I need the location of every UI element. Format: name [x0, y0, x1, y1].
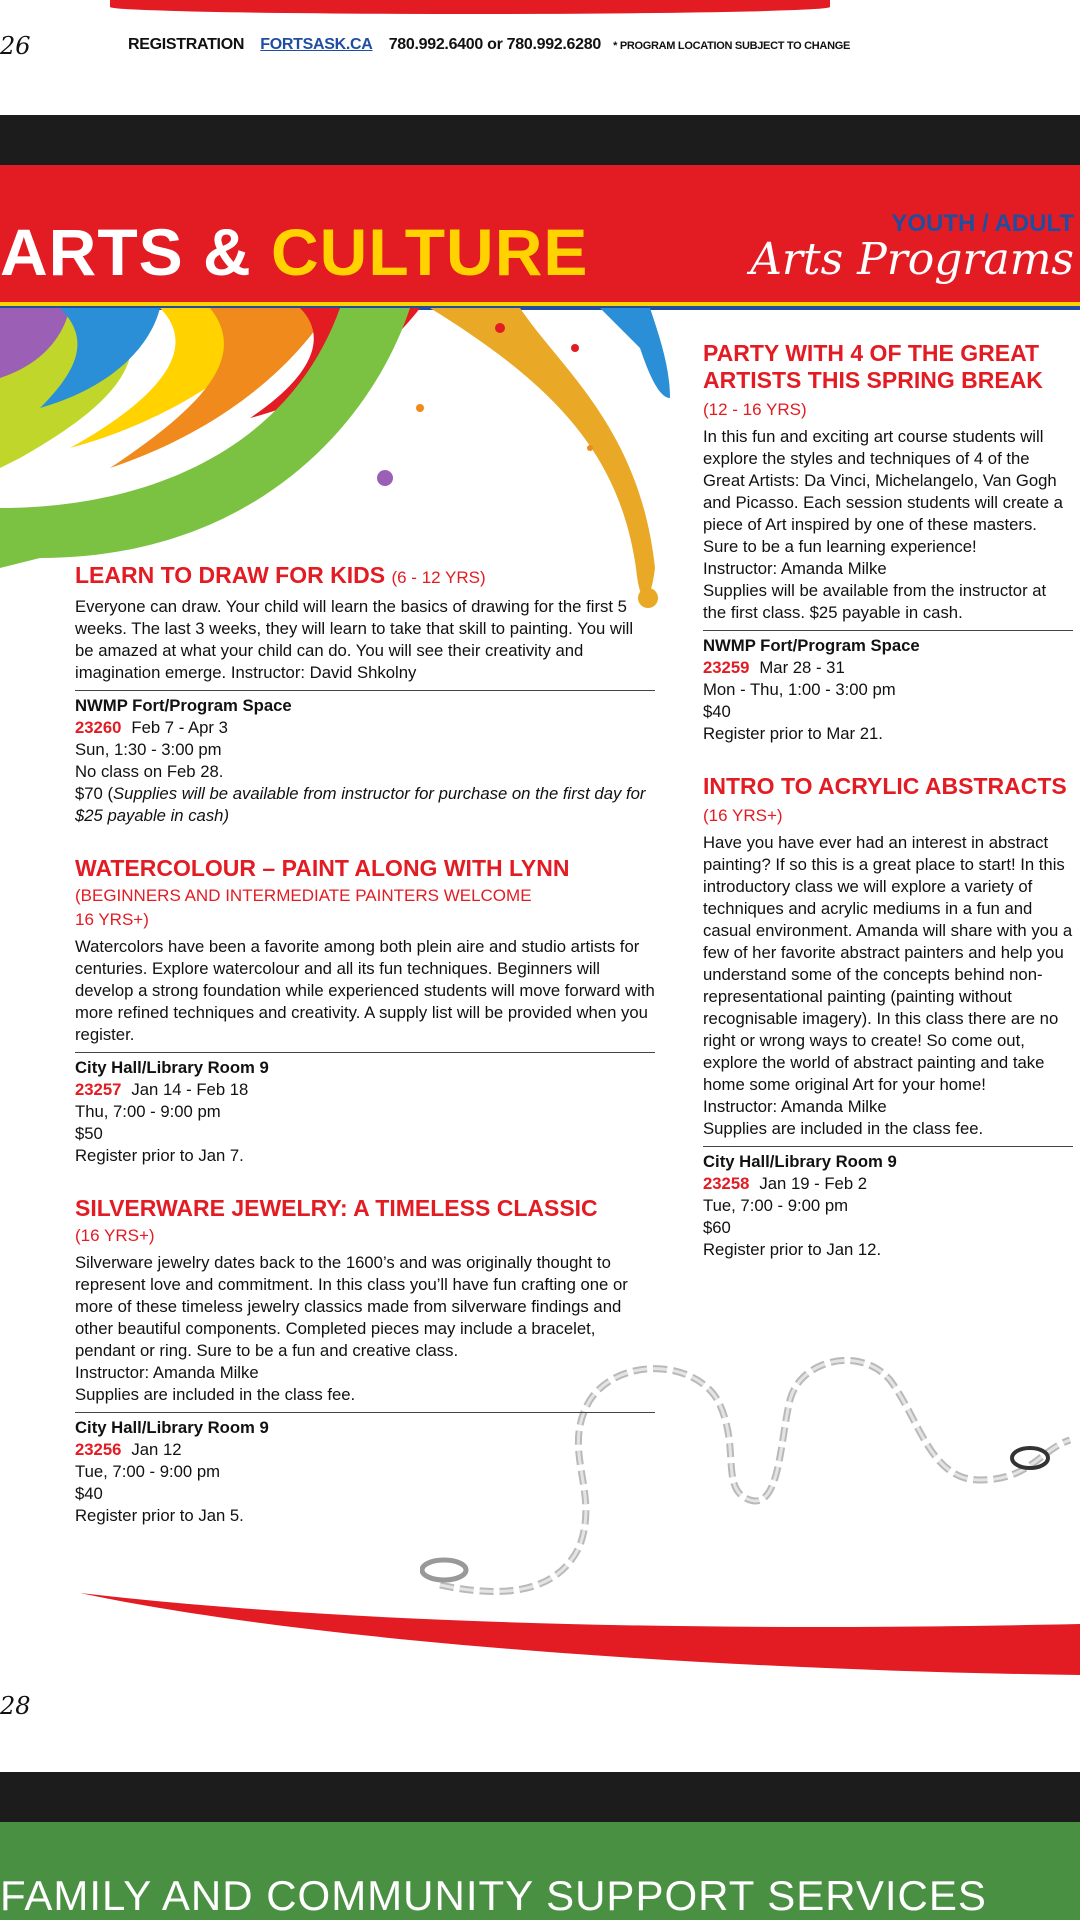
course-dates: Jan 12	[131, 1440, 182, 1459]
right-column	[703, 340, 1073, 1283]
course-price	[75, 783, 655, 827]
registration-bar	[128, 36, 850, 54]
left-column	[75, 562, 655, 1549]
course-dates: Mar 28 - 31	[759, 658, 845, 677]
course-description: Have you have ever had an interest in abstract painting? If so this is a great place to start! In this introductory class we will explore a variety of techniques and acrylic mediums in a fun and casual environment. Amanda will share with you a few of her favorite abstract painters and help you understand some of the concepts behind non-representational painting (painting without recognisable imagery). In this class there are no right or wrong ways to create! So come out, explore the world of abstract painting and take home some original Art for your home!	[703, 833, 1073, 1094]
divider	[703, 1146, 1073, 1147]
course-great-artists	[703, 340, 1073, 745]
page-number-top: 26	[0, 32, 31, 60]
section-title-part2: CULTURE	[271, 215, 589, 289]
course-silverware-jewelry	[75, 1195, 655, 1527]
course-price: $40	[75, 1484, 103, 1503]
page-gap-band-bottom	[0, 1772, 1080, 1822]
course-instructor: Instructor: Amanda Milke	[703, 559, 887, 578]
location-note: * PROGRAM LOCATION SUBJECT TO CHANGE	[613, 40, 851, 52]
course-register-deadline: Register prior to Jan 7.	[75, 1146, 244, 1165]
red-swoosh	[0, 1560, 1080, 1680]
course-title-text: LEARN TO DRAW FOR KIDS	[75, 562, 386, 588]
course-dates: Feb 7 - Apr 3	[131, 718, 228, 737]
course-supplies: Supplies will be available from the instructor at the first class. $25 payable in cash.	[703, 581, 1047, 622]
course-description: In this fun and exciting art course students will explore the styles and techniques of 4 of the Great Artists: Da Vinci, Michelangelo, Van Gogh and Picasso. Each session students will create a piece of Art inspired by one of these masters. Sure to be a fun learning experience!	[703, 427, 1063, 556]
registration-phones: 780.992.6400 or 780.992.6280	[388, 36, 601, 53]
page-number-bottom: 28	[0, 1692, 31, 1720]
course-watercolour	[75, 855, 655, 1167]
course-register-deadline: Register prior to Jan 12.	[703, 1240, 882, 1259]
course-code: 23257	[75, 1080, 122, 1099]
course-age: (12 - 16 YRS)	[703, 400, 807, 419]
course-title	[75, 562, 655, 590]
course-location: NWMP Fort/Program Space	[703, 636, 920, 655]
course-price: $60	[703, 1218, 731, 1237]
course-price: $40	[703, 702, 731, 721]
course-age-line1: (BEGINNERS AND INTERMEDIATE PAINTERS WELCOME	[75, 886, 532, 905]
divider	[75, 690, 655, 691]
course-location: NWMP Fort/Program Space	[75, 696, 292, 715]
course-instructor: Instructor: Amanda Milke	[703, 1097, 887, 1116]
course-supplies: Supplies are included in the class fee.	[75, 1385, 356, 1404]
course-supplies: Supplies are included in the class fee.	[703, 1119, 984, 1138]
course-time: Mon - Thu, 1:00 - 3:00 pm	[703, 680, 896, 699]
course-description: Everyone can draw. Your child will learn the basics of drawing for the first 5 weeks. The last 3 weeks, they will learn to take that skill to painting. You will be amazed at what your child can do. You will see their creativity and imagination emerge. Instructor: David Shkolny	[75, 597, 634, 682]
course-code: 23260	[75, 718, 122, 737]
course-age-line2: 16 YRS+)	[75, 910, 149, 929]
course-price: $50	[75, 1124, 103, 1143]
course-time: Tue, 7:00 - 9:00 pm	[703, 1196, 849, 1215]
course-title: WATERCOLOUR – PAINT ALONG WITH LYNN	[75, 855, 570, 881]
course-time: Tue, 7:00 - 9:00 pm	[75, 1462, 221, 1481]
header-script-title: Arts Programs	[750, 234, 1074, 285]
course-code: 23258	[703, 1174, 750, 1193]
divider	[75, 1052, 655, 1053]
course-title: PARTY WITH 4 OF THE GREAT ARTISTS THIS SPRING BREAK	[703, 340, 1043, 393]
section-title	[0, 214, 588, 290]
course-time: Sun, 1:30 - 3:00 pm	[75, 740, 222, 759]
course-location: City Hall/Library Room 9	[75, 1418, 269, 1437]
course-register-deadline: Register prior to Jan 5.	[75, 1506, 244, 1525]
course-age: (16 YRS+)	[703, 806, 783, 825]
course-note: No class on Feb 28.	[75, 762, 224, 781]
course-code: 23259	[703, 658, 750, 677]
course-title: SILVERWARE JEWELRY: A TIMELESS CLASSIC	[75, 1195, 598, 1221]
course-description: Watercolors have been a favorite among both plein aire and studio artists for centuries. Explore watercolour and all its fun techniques. Beginners will develop a strong foundation while experienced students will move forward with more refined techniques and creativity. A supply list will be provided when you register.	[75, 937, 655, 1044]
registration-link[interactable]: FORTSASK.CA	[260, 36, 373, 53]
divider	[75, 1412, 655, 1413]
registration-label: REGISTRATION	[128, 36, 245, 53]
course-dates: Jan 14 - Feb 18	[131, 1080, 249, 1099]
course-age: (6 - 12 YRS)	[391, 568, 486, 587]
course-acrylic-abstracts	[703, 773, 1073, 1261]
course-code-dates	[75, 1079, 655, 1101]
course-instructor: Instructor: Amanda Milke	[75, 1363, 259, 1382]
course-description: Silverware jewelry dates back to the 1600’s and was originally thought to represent love and commitment. In this class you’ll have fun crafting one or more of these timeless jewelry classics made from silverware findings and other beautiful components. Completed pieces may include a bracelet, pendant or ring. Sure to be a fun and creative class.	[75, 1253, 628, 1360]
top-red-swoosh	[110, 0, 830, 14]
header-subtitle: YOUTH / ADULT	[891, 210, 1074, 237]
section-title-part1: ARTS &	[0, 215, 271, 289]
course-price-value: $70 (	[75, 784, 114, 803]
course-price-note: Supplies will be available from instructor for purchase on the first day for $25 payable in cash)	[75, 784, 646, 825]
next-section-title: FAMILY AND COMMUNITY SUPPORT SERVICES	[0, 1872, 987, 1919]
course-learn-to-draw	[75, 562, 655, 827]
course-dates: Jan 19 - Feb 2	[759, 1174, 868, 1193]
course-age: (16 YRS+)	[75, 1226, 155, 1245]
course-code-dates	[75, 1439, 655, 1461]
course-code-dates	[75, 717, 655, 739]
course-title: INTRO TO ACRYLIC ABSTRACTS	[703, 773, 1067, 799]
course-code: 23256	[75, 1440, 122, 1459]
course-location: City Hall/Library Room 9	[703, 1152, 897, 1171]
course-code-dates	[703, 1173, 1073, 1195]
course-time: Thu, 7:00 - 9:00 pm	[75, 1102, 221, 1121]
course-code-dates	[703, 657, 1073, 679]
page-gap-band-top	[0, 115, 1080, 165]
divider	[703, 630, 1073, 631]
course-register-deadline: Register prior to Mar 21.	[703, 724, 883, 743]
course-location: City Hall/Library Room 9	[75, 1058, 269, 1077]
